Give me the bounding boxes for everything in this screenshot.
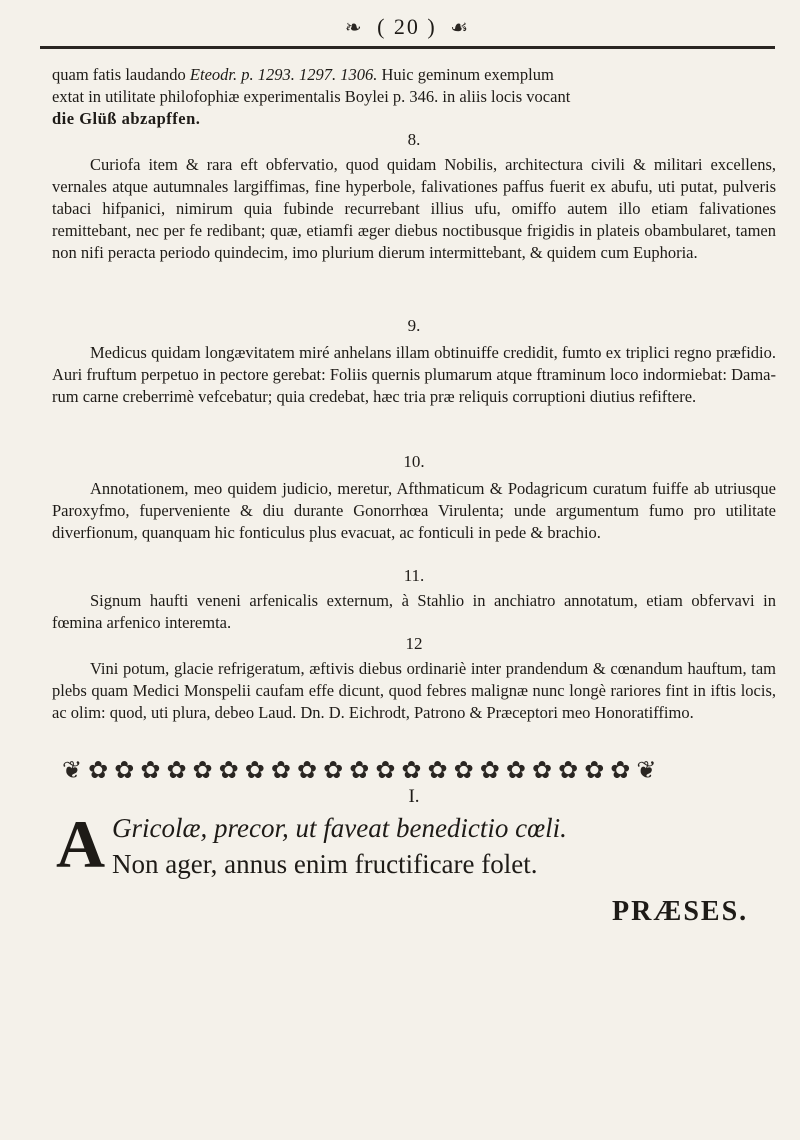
opening-line-3: die Glüß abzapffen. <box>52 109 201 128</box>
header-rule <box>40 46 775 49</box>
left-ornament-icon: ❧ <box>344 17 364 39</box>
opening-line-1-end: Huic geminum exemplum <box>377 65 554 84</box>
ornament-band <box>62 753 770 787</box>
ornament-band-icons: ❦ ✿ ✿ ✿ ✿ ✿ ✿ ✿ ✿ ✿ ✿ ✿ ✿ ✿ ✿ ✿ ✿ ✿ ✿ ✿ ✿ ✿ ❦ <box>62 757 657 784</box>
section-number-11: 11. <box>403 566 425 585</box>
opening-paragraph <box>52 64 776 130</box>
section-number-10: 10. <box>403 452 425 471</box>
opening-line-1-start: quam fatis laudando <box>52 65 190 84</box>
page-header <box>40 8 775 56</box>
closing-verse-2: Non ager, annus enim fructificare folet. <box>112 849 538 879</box>
section-number-12: 12 <box>405 634 423 653</box>
right-ornament-icon: ☙ <box>450 17 471 39</box>
section-9-text: Medicus quidam longævitatem miré anhelans illam obtinuiffe credidit, fumto ex triplici regno præfidio. Auri fruftum perpetuo in pectore gerebat: Foliis quernis plumarum atque ftraminum loco indormiebat: Damarum carne creberrimè vefcebatur; quia credebat, hæc tria præ reliquis corruptioni diutius refiftere. <box>52 343 776 406</box>
drop-cap: A <box>56 806 106 882</box>
signature-praeses: PRÆSES. <box>612 896 749 927</box>
opening-line-2: extat in utilitate philofophiæ experimentalis Boylei p. 346. in aliis locis vocant <box>52 87 571 106</box>
opening-line-1-reference: Eteodr. p. 1293. 1297. 1306. <box>189 65 378 84</box>
section-8-text: Curiofa item & rara eft obfervatio, quod quidam Nobilis, architectura civili & militari excellens, vernales atque autumnales largiffimas, fine hyperbole, falivationes paffus fuerit ex abufu, uti putat, pulveris tabaci hifpanici, nimirum quia fubinde recurrebant illius ufu, omiffo autem illo etiam falivationes remittebant, nec per fe redibant; quæ, etiamfi æger diebus noctibusque frigidis in plateis obambularet, tamen non nifi peracta periodo quindecim, imo plurium dierum intermittebant, & quidem cum Euphoria. <box>52 155 776 262</box>
closing-verse-1-text: Gricolæ, precor, ut faveat benedictio cœli. <box>112 813 567 843</box>
section-10-text: Annotationem, meo quidem judicio, meretur, Afthmaticum & Podagricum curatum fuiffe ab utriusque Paroxyfmo, fupervenientе & diu durante Gonorrhœa Virulenta; unde argumentum fumo pro utilitate diverfionum, quanquam hic fonticulus plus evacuat, ac fonticuli in pede & brachio. <box>52 479 776 542</box>
section-12-text: Vini potum, glacie refrigeratum, æftivis diebus ordinariè inter prandendum & cœnandum hauftum, tam plebs quam Medici Monspelii caufam effe dicunt, quod febres malignæ nunc longè rariores fint in iftis locis, ac olim: quod, uti plura, debeo Laud. Dn. D. Eichrodt, Patrono & Præceptori meo Honoratiffimo. <box>52 659 776 722</box>
page-number-text: ( 20 ) <box>377 14 437 39</box>
closing-number: I. <box>408 786 420 807</box>
section-number-9: 9. <box>407 316 421 335</box>
section-number-8: 8. <box>407 130 421 149</box>
closing-verse-1 <box>112 812 567 844</box>
opening-line-1 <box>52 64 776 86</box>
section-11-text: Signum haufti veneni arfenicalis externum, à Stahlio in anchiatro annotatum, etiam obfervavi in fœmina arfenico interemta. <box>52 591 776 632</box>
page-number <box>40 14 775 40</box>
